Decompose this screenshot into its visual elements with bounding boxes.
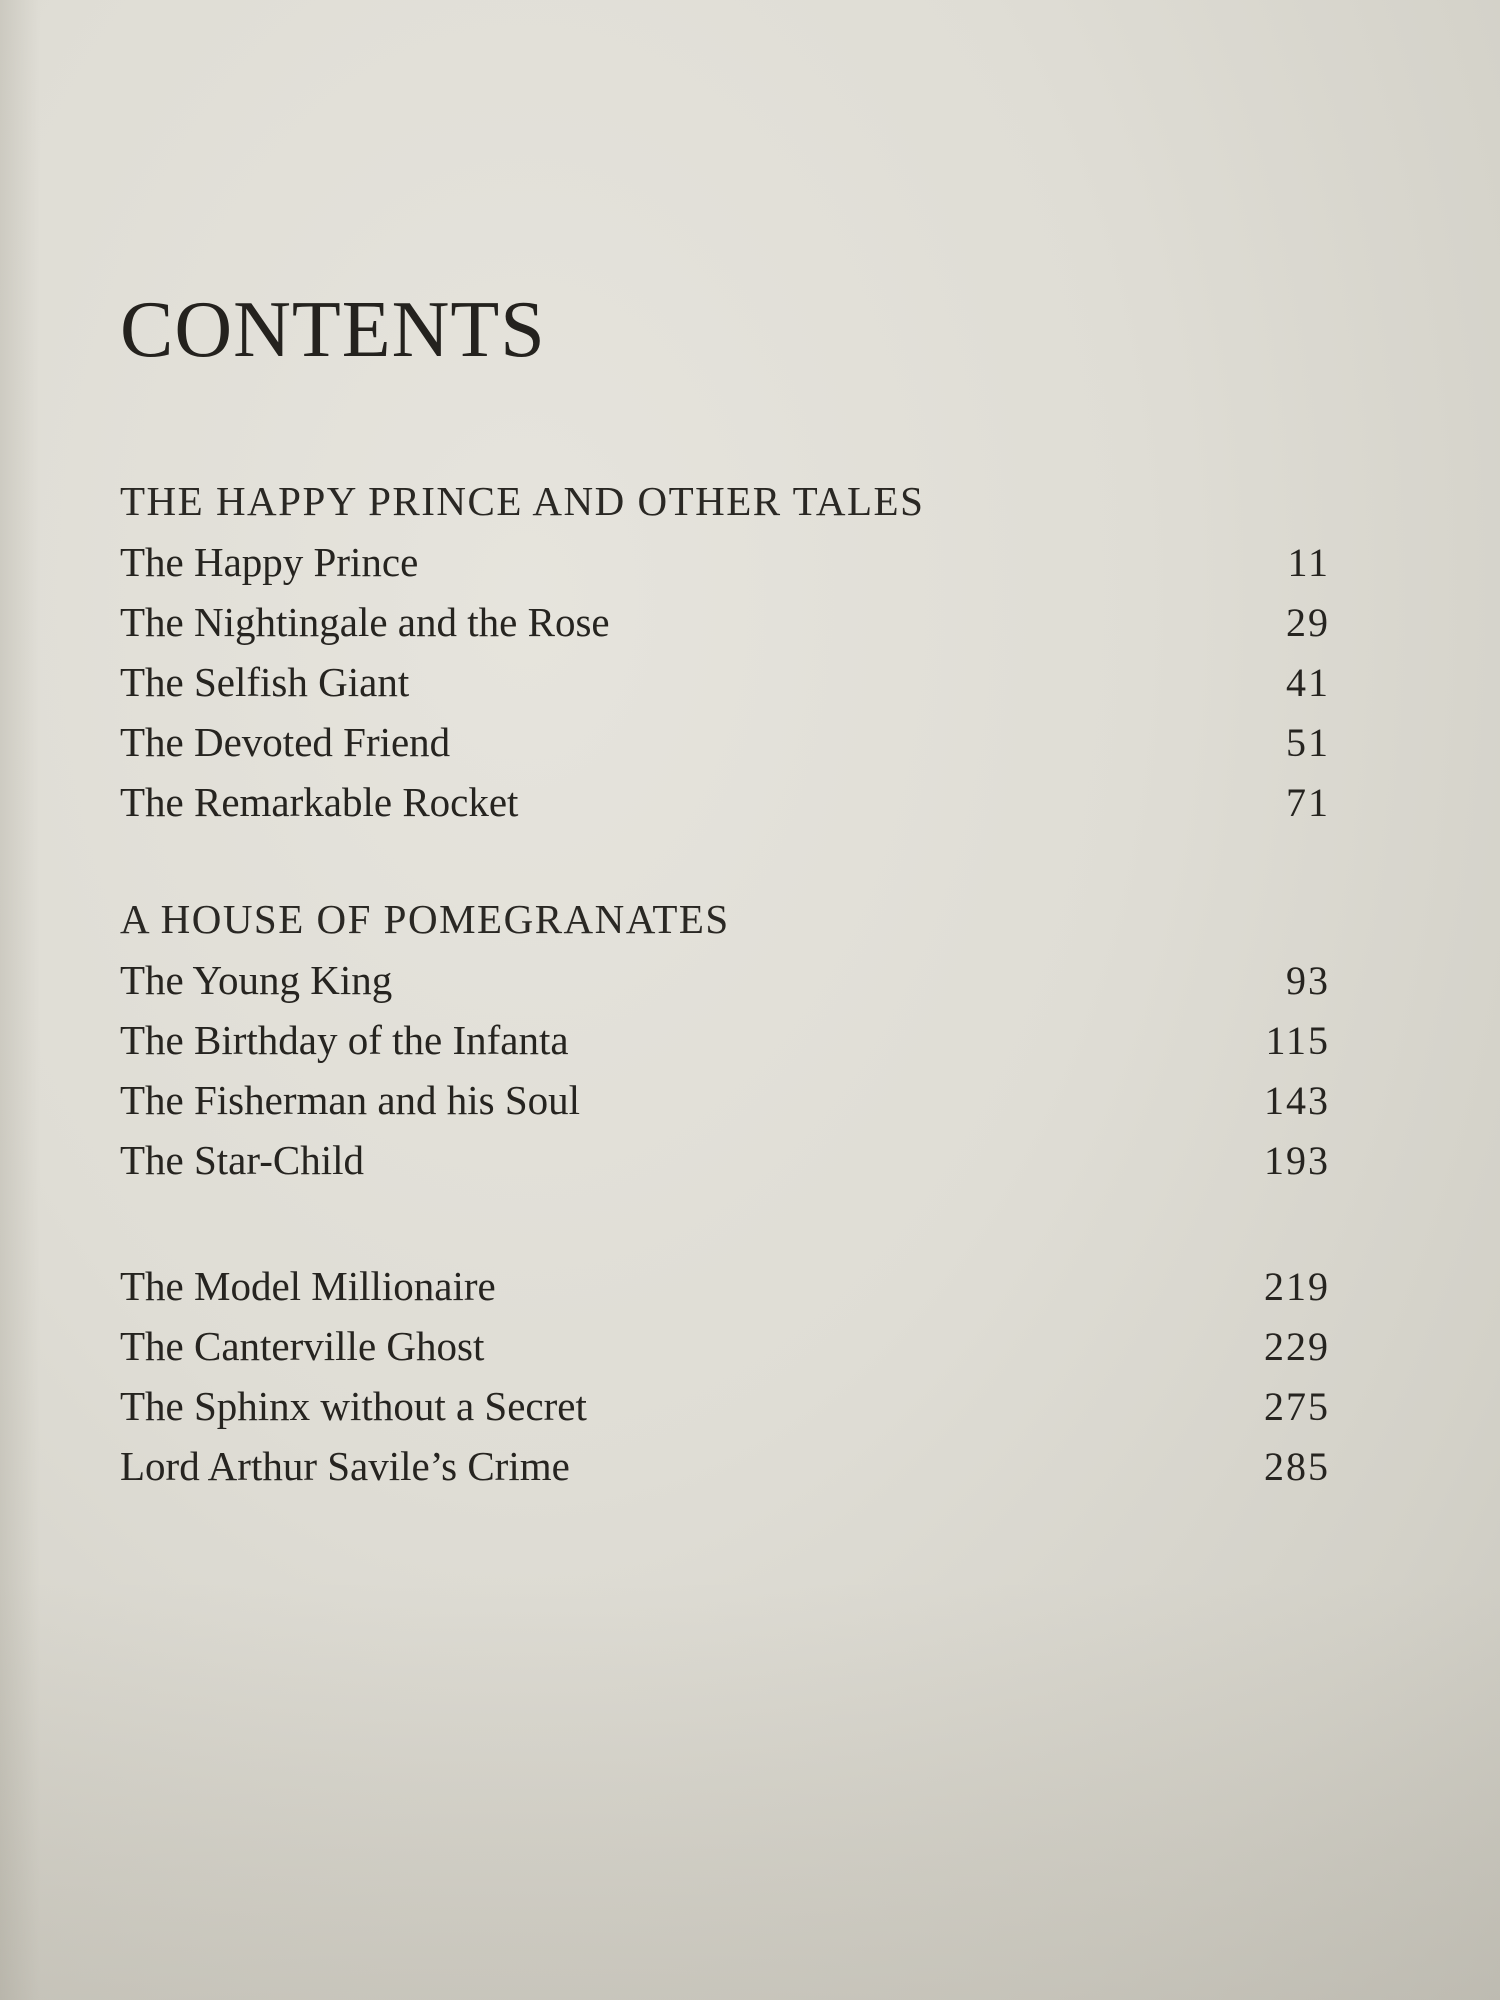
entry-title: The Remarkable Rocket — [120, 779, 519, 825]
entry-page-number: 41 — [1286, 660, 1330, 705]
toc-entry — [120, 592, 1330, 652]
entry-page-number: 71 — [1286, 780, 1330, 825]
entry-title: Lord Arthur Savile’s Crime — [120, 1443, 570, 1489]
table-of-contents — [120, 470, 1330, 1496]
entry-title: The Star-Child — [120, 1137, 364, 1183]
toc-entry — [120, 1256, 1330, 1316]
toc-entry — [120, 772, 1330, 832]
toc-entry — [120, 1010, 1330, 1070]
entry-page-number: 143 — [1264, 1078, 1330, 1123]
toc-entry — [120, 1436, 1330, 1496]
entry-title: The Young King — [120, 957, 393, 1003]
page-title: CONTENTS — [120, 286, 546, 374]
toc-entry — [120, 950, 1330, 1010]
entry-title: The Devoted Friend — [120, 719, 451, 765]
toc-entry — [120, 1316, 1330, 1376]
entry-page-number: 51 — [1286, 720, 1330, 765]
toc-entry — [120, 652, 1330, 712]
entry-title: The Nightingale and the Rose — [120, 599, 610, 645]
toc-section-happy-prince — [120, 470, 1330, 832]
entry-page-number: 11 — [1287, 540, 1330, 585]
entry-page-number: 229 — [1264, 1324, 1330, 1369]
entry-page-number: 219 — [1264, 1264, 1330, 1309]
entry-page-number: 93 — [1286, 958, 1330, 1003]
entry-page-number: 193 — [1264, 1138, 1330, 1183]
entry-title: The Sphinx without a Secret — [120, 1383, 587, 1429]
entry-title: The Happy Prince — [120, 539, 419, 585]
entry-title: The Model Millionaire — [120, 1263, 496, 1309]
toc-entry — [120, 712, 1330, 772]
toc-section-house-of-pomegranates — [120, 888, 1330, 1190]
entry-title: The Selfish Giant — [120, 659, 410, 705]
entry-title: The Canterville Ghost — [120, 1323, 485, 1369]
entry-page-number: 275 — [1264, 1384, 1330, 1429]
entry-title: The Birthday of the Infanta — [120, 1017, 569, 1063]
section-heading: A HOUSE OF POMEGRANATES — [120, 896, 730, 942]
toc-entry — [120, 1130, 1330, 1190]
section-heading: THE HAPPY PRINCE AND OTHER TALES — [120, 478, 925, 524]
entry-page-number: 115 — [1265, 1018, 1330, 1063]
toc-section-other-stories — [120, 1256, 1330, 1496]
entry-title: The Fisherman and his Soul — [120, 1077, 581, 1123]
toc-entry — [120, 1376, 1330, 1436]
entry-page-number: 285 — [1264, 1444, 1330, 1489]
toc-entry — [120, 532, 1330, 592]
toc-entry — [120, 1070, 1330, 1130]
entry-page-number: 29 — [1286, 600, 1330, 645]
